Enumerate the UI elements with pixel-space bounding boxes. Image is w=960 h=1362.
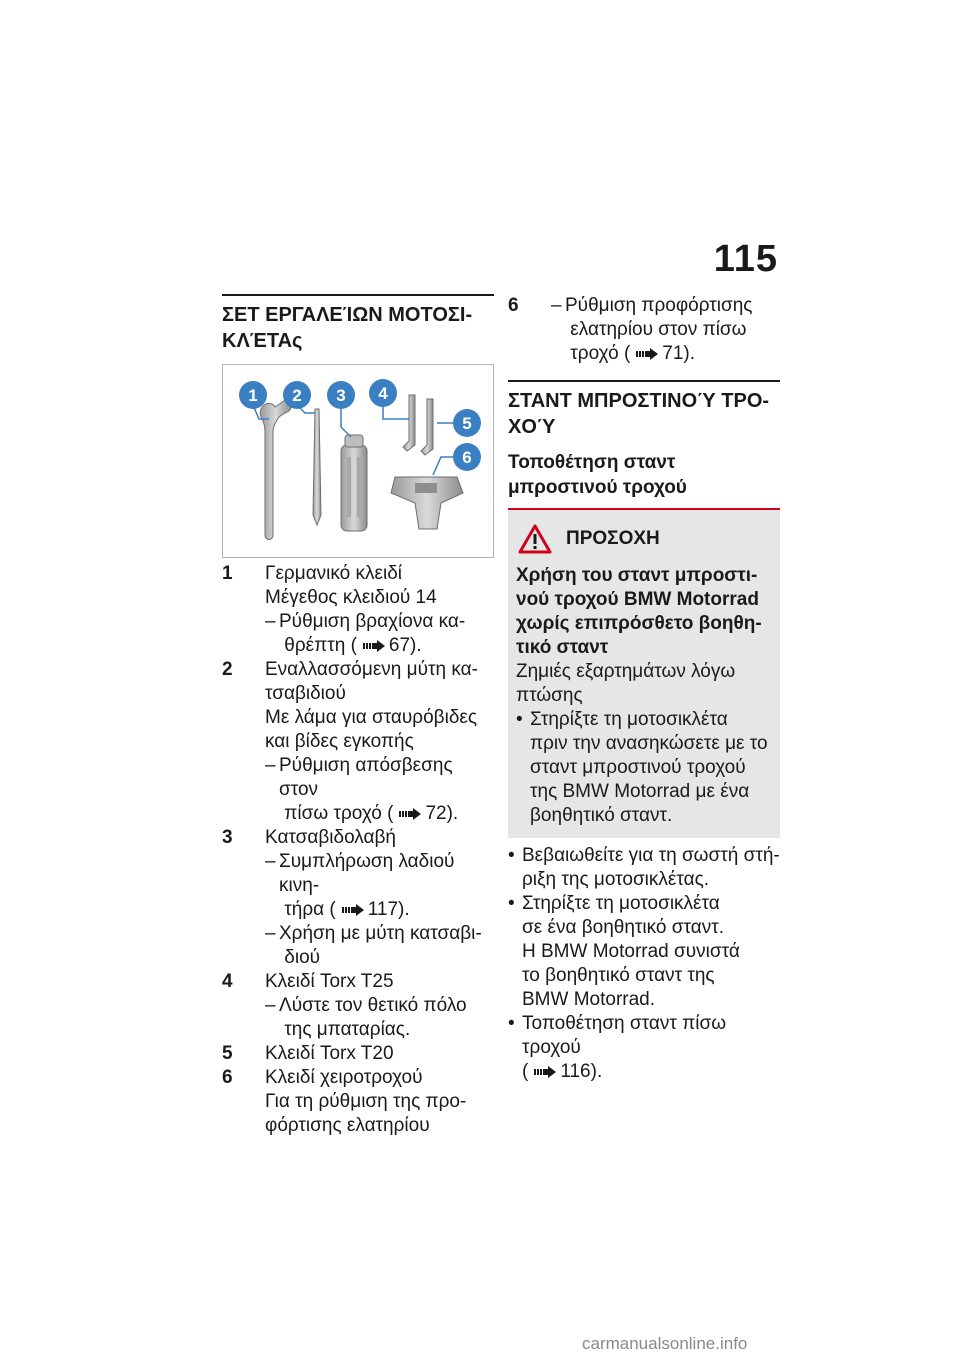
item-line: Για τη ρύθμιση της προ-: [265, 1091, 467, 1112]
left-column: [222, 294, 494, 1138]
item-line: Κλειδί χειροτροχού: [265, 1067, 423, 1088]
sub-line: διού: [284, 947, 321, 968]
screwdriver-bit-drawing: [313, 409, 321, 525]
warning-statement: [516, 564, 772, 660]
text-line: πτώσης: [516, 685, 583, 706]
warning-line: τικό σταντ: [516, 637, 609, 658]
item-line: Κλειδί Torx T20: [265, 1043, 394, 1064]
screwdriver-handle-drawing: [341, 435, 367, 531]
sub-line: τροχό: [570, 343, 619, 364]
bullet-line: πριν την ανασηκώσετε με το: [530, 733, 768, 754]
sub-line: Χρήση με μύτη κατσαβι-: [279, 923, 482, 944]
item-line: Μέγεθος κλειδιού 14: [265, 587, 437, 608]
sub-line: θρέπτη: [284, 635, 346, 656]
torx-keys-drawing: [403, 395, 433, 455]
bullet-line: της BMW Motorrad με ένα: [530, 781, 750, 802]
callout-2: [283, 381, 311, 409]
callout-3: [327, 381, 355, 409]
sub-item: – Ρύθμιση βραχίονα κα- θρέπτη ( 67).: [265, 610, 494, 658]
list-item: [222, 1066, 494, 1138]
item-number: 5: [222, 1043, 233, 1064]
callout-6: [453, 443, 481, 471]
watermark: carmanualsonline.info: [582, 1334, 748, 1353]
callout-label: 2: [292, 386, 302, 405]
warning-consequence: [516, 660, 772, 708]
sub-item: – Συμπλήρωση λαδιού κινη- τήρα ( 117).: [265, 850, 494, 922]
page-reference-arrow-icon: [342, 904, 364, 916]
title-line: ΣΕΤ ΕΡΓΑΛΕΊΩΝ ΜΟΤΟΣΙ-: [222, 304, 473, 326]
open-wrench-drawing: [260, 401, 291, 540]
sub-line: ελατηρίου στον πίσω: [570, 319, 747, 340]
bullet-line: Τοποθέτηση σταντ πίσω τροχού: [522, 1013, 727, 1058]
right-column: [508, 294, 780, 1084]
bullet-line: σταντ μπροστινού τροχού: [530, 757, 746, 778]
list-item: [222, 970, 494, 1042]
item-number: 6: [222, 1067, 233, 1088]
callout-label: 1: [248, 386, 258, 405]
sub-line: Λύστε τον θετικό πόλο: [279, 995, 467, 1016]
sub-line: Ρύθμιση βραχίονα κα-: [279, 611, 466, 632]
item-line: Γερμανικό κλειδί: [265, 563, 402, 584]
item-line: τσαβιδιού: [265, 683, 346, 704]
warning-triangle-icon: [518, 524, 552, 554]
warning-line: Χρήση του σταντ μπροστι-: [516, 565, 758, 586]
page-reference-arrow-icon: [534, 1066, 556, 1078]
subtitle-line: μπροστινού τροχού: [508, 477, 687, 498]
sub-item: – Ρύθμιση απόσβεσης στον πίσω τροχό ( 72).: [265, 754, 494, 826]
item-line: φόρτισης ελατηρίου: [265, 1115, 430, 1136]
callout-1: [239, 381, 267, 409]
page-reference[interactable]: 67).: [388, 635, 422, 656]
warning-line: νού τροχού BMW Motorrad: [516, 589, 759, 610]
sub-line: Συμπλήρωση λαδιού κινη-: [279, 851, 455, 896]
warning-box: [508, 508, 780, 838]
item-number: 2: [222, 659, 233, 680]
toolkit-list: [222, 562, 494, 1138]
list-item: [222, 826, 494, 970]
page-reference-arrow-icon: [636, 348, 658, 360]
list-item: • Τοποθέτηση σταντ πίσω τροχού ( 116).: [508, 1012, 780, 1084]
sub-item: – Λύστε τον θετικό πόλο της μπαταρίας.: [265, 994, 494, 1042]
warning-title: ΠΡΟΣΟΧΗ: [566, 528, 660, 549]
item-line: Με λάμα για σταυρόβιδες: [265, 707, 478, 728]
toolkit-illustration: [223, 365, 493, 557]
callout-label: 5: [462, 414, 472, 433]
item-number: 3: [222, 827, 233, 848]
sub-line: Ρύθμιση απόσβεσης στον: [279, 755, 453, 800]
handwheel-key-drawing: [391, 477, 463, 529]
page-number: 115: [713, 238, 778, 280]
title-line: ΚΛΈΤΑς: [222, 330, 303, 352]
item-line: Κλειδί Torx T25: [265, 971, 394, 992]
bullet-line: BMW Motorrad.: [522, 989, 656, 1010]
text-line: Ζημιές εξαρτημάτων λόγω: [516, 661, 736, 682]
bullet-line: σε ένα βοηθητικό σταντ.: [522, 917, 724, 938]
page-reference[interactable]: 116).: [560, 1061, 603, 1082]
bullet-line: ριξη της μοτοσικλέτας.: [522, 869, 710, 890]
sub-item: – Ρύθμιση προφόρτισης ελατηρίου στον πίσω τροχό ( 71).: [551, 294, 780, 366]
callout-label: 3: [336, 386, 346, 405]
bullet-line: Στηρίξτε τη μοτοσικλέτα: [522, 893, 720, 914]
callout-label: 6: [462, 448, 472, 467]
procedure-steps: [508, 844, 780, 1084]
section-title-front-stand: [508, 380, 780, 440]
callout-5: [453, 409, 481, 437]
warning-line: χωρίς επιπρόσθετο βοηθη-: [516, 613, 762, 634]
sub-line: της μπαταρίας.: [284, 1019, 411, 1040]
title-line: ΧΟΎ: [508, 416, 556, 438]
list-item: [222, 658, 494, 826]
sub-line: πίσω τροχό: [284, 803, 382, 824]
subsection-title: [508, 450, 780, 500]
sub-line: τήρα: [284, 899, 325, 920]
subtitle-line: Τοποθέτηση σταντ: [508, 452, 676, 473]
page-reference[interactable]: 72).: [425, 803, 459, 824]
list-item: [222, 1042, 494, 1066]
page-reference[interactable]: 117).: [367, 899, 410, 920]
section-title-toolkit: [222, 294, 494, 354]
list-item-continued: [508, 294, 780, 366]
page-reference-arrow-icon: [399, 808, 421, 820]
page-reference[interactable]: 71).: [662, 343, 696, 364]
item-number: 6: [508, 295, 519, 316]
page-reference-arrow-icon: [363, 640, 385, 652]
title-line: ΣΤΑΝΤ ΜΠΡΟΣΤΙΝΟΎ ΤΡΟ-: [508, 390, 770, 412]
list-item: • Στηρίξτε τη μοτοσικλέτα σε ένα βοηθητικό σταντ. Η BMW Motorrad συνιστά το βοηθητικό σταντ της BMW Motorrad.: [508, 892, 780, 1012]
bullet-line: βοηθητικό σταντ.: [530, 805, 673, 826]
sub-item: – Χρήση με μύτη κατσαβι- διού: [265, 922, 494, 970]
callout-label: 4: [378, 384, 388, 403]
bullet-line: Στηρίξτε τη μοτοσικλέτα: [530, 709, 728, 730]
bullet-line: Βεβαιωθείτε για τη σωστή στή-: [522, 845, 780, 866]
sub-line: Ρύθμιση προφόρτισης: [565, 295, 753, 316]
callout-4: [369, 379, 397, 407]
item-number: 1: [222, 563, 233, 584]
bullet-line: το βοηθητικό σταντ της: [522, 965, 715, 986]
item-line: Κατσαβιδολαβή: [265, 827, 396, 848]
list-item: [222, 562, 494, 658]
item-line: και βίδες εγκοπής: [265, 731, 414, 752]
item-number: 4: [222, 971, 233, 992]
toolkit-figure: [222, 364, 494, 558]
bullet-line: Η BMW Motorrad συνιστά: [522, 941, 740, 962]
list-item: • Βεβαιωθείτε για τη σωστή στή- ριξη της μοτοσικλέτας.: [508, 845, 780, 890]
warning-bullet: • Στηρίξτε τη μοτοσικλέτα πριν την ανασηκώσετε με το σταντ μπροστινού τροχού της BMW Motorrad με ένα βοηθητικό σταντ.: [516, 708, 772, 828]
item-line: Εναλλασσόμενη μύτη κα-: [265, 659, 478, 680]
warning-header: [516, 524, 772, 554]
